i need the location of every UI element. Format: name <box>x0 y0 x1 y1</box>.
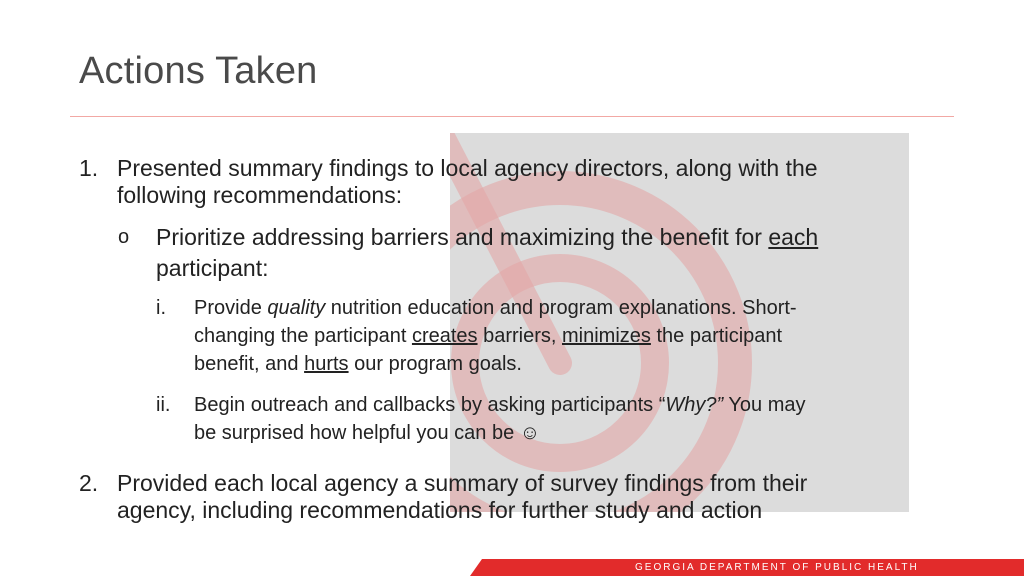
point-i-line-1 <box>194 294 797 322</box>
emphasis-minimizes: minimizes <box>562 325 651 347</box>
point-i-text-e: the participant <box>650 325 783 347</box>
sub-bullet-marker: o <box>118 226 130 248</box>
slide-title: Actions Taken <box>79 50 318 92</box>
point-i-marker: i. <box>156 297 166 319</box>
item-1-line-1: Presented summary findings to local agency directors, along with the <box>117 155 818 181</box>
item-2-line-1: Provided each local agency a summary of survey findings from their <box>117 470 808 496</box>
point-ii-text-a: Begin outreach and callbacks by asking participants “ <box>194 394 666 416</box>
point-ii-line-2: be surprised how helpful you can be ☺ <box>194 422 541 444</box>
footer-organization: GEORGIA DEPARTMENT OF PUBLIC HEALTH <box>635 562 919 573</box>
point-i-line-3 <box>194 350 522 378</box>
point-i-text-c: changing the participant <box>194 325 412 347</box>
point-i-text-f: benefit, and <box>194 353 305 375</box>
point-ii-marker: ii. <box>156 394 171 416</box>
point-i-line-2 <box>194 322 782 350</box>
emphasis-each: each <box>768 224 819 250</box>
point-ii-line-1 <box>194 391 805 419</box>
sub-item-text: Prioritize addressing barriers and maximizing the benefit for <box>156 224 769 250</box>
list-marker-2: 2. <box>79 470 99 496</box>
point-i-text-d: barriers, <box>477 325 562 347</box>
sub-item-line-2: participant: <box>156 255 269 281</box>
emphasis-creates: creates <box>411 325 478 347</box>
list-marker-1: 1. <box>79 155 99 181</box>
emphasis-why: Why?” <box>665 394 724 416</box>
point-i-text-a: Provide <box>194 297 268 319</box>
emphasis-hurts: hurts <box>304 353 349 375</box>
item-1-line-2: following recommendations: <box>117 182 403 208</box>
item-2-line-2: agency, including recommendations for further study and action <box>117 497 763 523</box>
sub-item-line-1 <box>156 222 818 252</box>
point-i-text-b: nutrition education and program explanations. Short- <box>325 297 797 319</box>
point-ii-text-b: You may <box>723 394 806 416</box>
point-i-text-g: our program goals. <box>348 353 522 375</box>
emphasis-quality: quality <box>267 297 326 319</box>
